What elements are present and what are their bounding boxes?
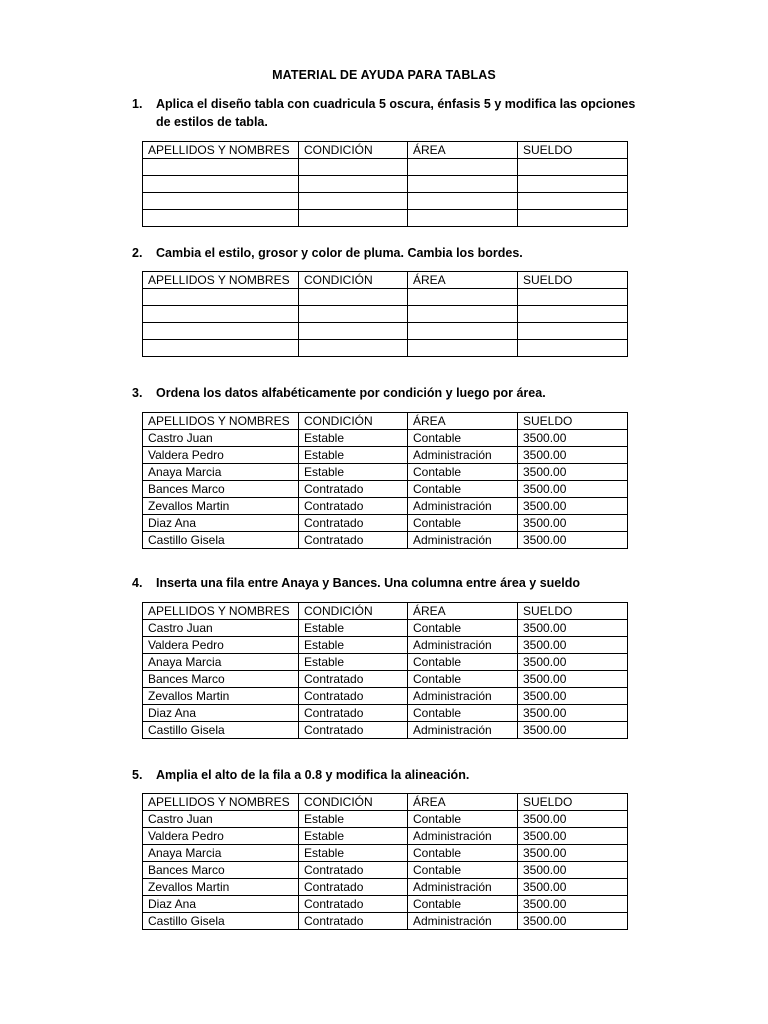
table-cell xyxy=(299,340,408,357)
table-cell: Bances Marco xyxy=(143,671,299,688)
table-cell xyxy=(143,193,299,210)
table-cell: 3500.00 xyxy=(518,896,628,913)
header-cell: APELLIDOS Y NOMBRES xyxy=(143,603,299,620)
table-cell: Contable xyxy=(408,654,518,671)
table-row xyxy=(143,430,628,447)
table-cell: Contable xyxy=(408,481,518,498)
header-cell: ÁREA xyxy=(408,603,518,620)
table-cell: Valdera Pedro xyxy=(143,637,299,654)
table-row xyxy=(143,323,628,340)
header-cell: ÁREA xyxy=(408,413,518,430)
table-cell xyxy=(299,289,408,306)
table-cell xyxy=(143,210,299,227)
table-cell xyxy=(299,176,408,193)
table-cell xyxy=(408,193,518,210)
table-row xyxy=(143,306,628,323)
table-cell: 3500.00 xyxy=(518,430,628,447)
table-cell: Contratado xyxy=(299,481,408,498)
table-cell: Estable xyxy=(299,447,408,464)
table-cell: 3500.00 xyxy=(518,879,628,896)
instruction-3 xyxy=(132,384,652,402)
instruction-number: 2. xyxy=(132,246,143,260)
table-row xyxy=(143,340,628,357)
table-row xyxy=(143,210,628,227)
table-row xyxy=(143,688,628,705)
table-cell: Contable xyxy=(408,464,518,481)
header-cell: APELLIDOS Y NOMBRES xyxy=(143,272,299,289)
table-4 xyxy=(142,602,628,739)
table-cell: Estable xyxy=(299,654,408,671)
table-row xyxy=(143,515,628,532)
header-cell: CONDICIÓN xyxy=(299,794,408,811)
table-row xyxy=(143,289,628,306)
table-cell: 3500.00 xyxy=(518,688,628,705)
table-cell: Contable xyxy=(408,620,518,637)
table-header-row xyxy=(143,142,628,159)
table-cell: Zevallos Martin xyxy=(143,879,299,896)
table-cell: Estable xyxy=(299,620,408,637)
table-cell xyxy=(299,193,408,210)
table-cell: Administración xyxy=(408,688,518,705)
table-cell: Diaz Ana xyxy=(143,515,299,532)
table-row xyxy=(143,705,628,722)
table-row xyxy=(143,464,628,481)
table-row xyxy=(143,722,628,739)
header-cell: ÁREA xyxy=(408,794,518,811)
table-cell xyxy=(518,289,628,306)
table-cell: 3500.00 xyxy=(518,447,628,464)
table-header-row xyxy=(143,413,628,430)
table-cell xyxy=(299,306,408,323)
table-cell: Estable xyxy=(299,845,408,862)
instruction-4 xyxy=(132,574,652,592)
table-cell xyxy=(408,340,518,357)
table-cell xyxy=(143,159,299,176)
table-cell: Castillo Gisela xyxy=(143,532,299,549)
table-row xyxy=(143,498,628,515)
table-cell xyxy=(408,176,518,193)
table-cell: Anaya Marcia xyxy=(143,845,299,862)
instruction-text: Ordena los datos alfabéticamente por condición y luego por área. xyxy=(156,386,546,400)
table-cell: Zevallos Martin xyxy=(143,688,299,705)
header-cell: CONDICIÓN xyxy=(299,413,408,430)
table-cell: 3500.00 xyxy=(518,913,628,930)
table-cell xyxy=(518,323,628,340)
table-cell: 3500.00 xyxy=(518,845,628,862)
table-cell: 3500.00 xyxy=(518,811,628,828)
header-cell: APELLIDOS Y NOMBRES xyxy=(143,142,299,159)
table-row xyxy=(143,447,628,464)
table-cell xyxy=(518,159,628,176)
table-cell: Estable xyxy=(299,637,408,654)
table-cell: Administración xyxy=(408,637,518,654)
instruction-1 xyxy=(132,95,652,131)
table-cell: Administración xyxy=(408,532,518,549)
table-cell: 3500.00 xyxy=(518,722,628,739)
table-cell: Castillo Gisela xyxy=(143,913,299,930)
table-cell: Estable xyxy=(299,811,408,828)
table-header-row xyxy=(143,272,628,289)
header-cell: ÁREA xyxy=(408,142,518,159)
table-cell xyxy=(299,159,408,176)
table-cell: Administración xyxy=(408,913,518,930)
table-cell: Contratado xyxy=(299,688,408,705)
table-cell: Contratado xyxy=(299,896,408,913)
table-row xyxy=(143,862,628,879)
table-cell: Zevallos Martin xyxy=(143,498,299,515)
table-cell: Administración xyxy=(408,828,518,845)
instruction-number: 3. xyxy=(132,386,143,400)
table-cell xyxy=(408,289,518,306)
table-cell xyxy=(518,340,628,357)
header-cell: SUELDO xyxy=(518,603,628,620)
table-cell: Contratado xyxy=(299,705,408,722)
table-cell: 3500.00 xyxy=(518,481,628,498)
table-row xyxy=(143,193,628,210)
table-cell xyxy=(408,159,518,176)
table-cell: 3500.00 xyxy=(518,705,628,722)
table-cell: 3500.00 xyxy=(518,654,628,671)
header-cell: CONDICIÓN xyxy=(299,142,408,159)
table-cell: Administración xyxy=(408,498,518,515)
instruction-number: 1. xyxy=(132,97,143,111)
table-cell xyxy=(143,340,299,357)
table-cell xyxy=(408,210,518,227)
header-cell: APELLIDOS Y NOMBRES xyxy=(143,794,299,811)
table-cell: Estable xyxy=(299,430,408,447)
table-cell: Contratado xyxy=(299,532,408,549)
table-row xyxy=(143,896,628,913)
table-cell: 3500.00 xyxy=(518,498,628,515)
table-cell xyxy=(143,323,299,340)
instruction-5 xyxy=(132,766,652,784)
table-cell: Contable xyxy=(408,705,518,722)
table-cell: Castillo Gisela xyxy=(143,722,299,739)
table-2 xyxy=(142,271,628,357)
table-cell xyxy=(299,210,408,227)
table-row xyxy=(143,913,628,930)
header-cell: CONDICIÓN xyxy=(299,603,408,620)
header-cell: SUELDO xyxy=(518,794,628,811)
table-cell: 3500.00 xyxy=(518,828,628,845)
table-cell: Contable xyxy=(408,896,518,913)
table-cell xyxy=(518,176,628,193)
table-cell: Contratado xyxy=(299,913,408,930)
table-cell: Valdera Pedro xyxy=(143,447,299,464)
instruction-text: Cambia el estilo, grosor y color de pluma. Cambia los bordes. xyxy=(156,246,523,260)
document-title: MATERIAL DE AYUDA PARA TABLAS xyxy=(272,68,496,82)
table-cell: Contratado xyxy=(299,498,408,515)
table-cell xyxy=(143,306,299,323)
table-row xyxy=(143,879,628,896)
table-row xyxy=(143,828,628,845)
table-cell xyxy=(518,210,628,227)
table-row xyxy=(143,532,628,549)
table-cell: Contratado xyxy=(299,515,408,532)
table-cell: Administración xyxy=(408,722,518,739)
table-row xyxy=(143,620,628,637)
table-header-row xyxy=(143,794,628,811)
table-cell: 3500.00 xyxy=(518,515,628,532)
table-cell: Estable xyxy=(299,464,408,481)
table-cell: Contable xyxy=(408,845,518,862)
table-cell: Contratado xyxy=(299,862,408,879)
table-cell: 3500.00 xyxy=(518,637,628,654)
table-cell: Contable xyxy=(408,430,518,447)
instruction-2 xyxy=(132,244,652,262)
table-cell: Diaz Ana xyxy=(143,896,299,913)
table-cell: Anaya Marcia xyxy=(143,654,299,671)
table-cell: Contratado xyxy=(299,879,408,896)
table-header-row xyxy=(143,603,628,620)
instruction-text: Amplia el alto de la fila a 0.8 y modifica la alineación. xyxy=(156,768,470,782)
table-3 xyxy=(142,412,628,549)
table-row xyxy=(143,481,628,498)
table-cell: Anaya Marcia xyxy=(143,464,299,481)
table-cell: Diaz Ana xyxy=(143,705,299,722)
table-row xyxy=(143,671,628,688)
instruction-number: 5. xyxy=(132,768,143,782)
table-cell: 3500.00 xyxy=(518,464,628,481)
table-cell: Administración xyxy=(408,447,518,464)
header-cell: CONDICIÓN xyxy=(299,272,408,289)
table-cell: Castro Juan xyxy=(143,430,299,447)
table-row xyxy=(143,845,628,862)
table-cell: Valdera Pedro xyxy=(143,828,299,845)
table-cell: 3500.00 xyxy=(518,671,628,688)
instruction-text: Aplica el diseño tabla con cuadricula 5 oscura, énfasis 5 y modifica las opciones de estilos de tabla. xyxy=(156,97,636,129)
table-cell xyxy=(518,306,628,323)
table-row xyxy=(143,811,628,828)
table-cell: 3500.00 xyxy=(518,862,628,879)
instruction-text: Inserta una fila entre Anaya y Bances. Una columna entre área y sueldo xyxy=(156,576,580,590)
header-cell: APELLIDOS Y NOMBRES xyxy=(143,413,299,430)
table-cell: Contable xyxy=(408,811,518,828)
header-cell: SUELDO xyxy=(518,272,628,289)
table-cell: Estable xyxy=(299,828,408,845)
table-cell: 3500.00 xyxy=(518,532,628,549)
table-row xyxy=(143,654,628,671)
table-cell xyxy=(518,193,628,210)
table-cell: Contratado xyxy=(299,722,408,739)
table-cell: Bances Marco xyxy=(143,862,299,879)
header-cell: ÁREA xyxy=(408,272,518,289)
table-cell: Contable xyxy=(408,515,518,532)
table-cell: Administración xyxy=(408,879,518,896)
table-cell: Castro Juan xyxy=(143,811,299,828)
instruction-number: 4. xyxy=(132,576,143,590)
table-cell: Contratado xyxy=(299,671,408,688)
table-cell xyxy=(408,323,518,340)
header-cell: SUELDO xyxy=(518,142,628,159)
table-5 xyxy=(142,793,628,930)
table-cell xyxy=(299,323,408,340)
table-cell xyxy=(143,289,299,306)
table-cell: 3500.00 xyxy=(518,620,628,637)
table-row xyxy=(143,159,628,176)
table-cell: Castro Juan xyxy=(143,620,299,637)
table-cell xyxy=(408,306,518,323)
table-cell xyxy=(143,176,299,193)
table-cell: Contable xyxy=(408,862,518,879)
table-cell: Bances Marco xyxy=(143,481,299,498)
table-row xyxy=(143,176,628,193)
header-cell: SUELDO xyxy=(518,413,628,430)
table-1 xyxy=(142,141,628,227)
table-cell: Contable xyxy=(408,671,518,688)
table-row xyxy=(143,637,628,654)
